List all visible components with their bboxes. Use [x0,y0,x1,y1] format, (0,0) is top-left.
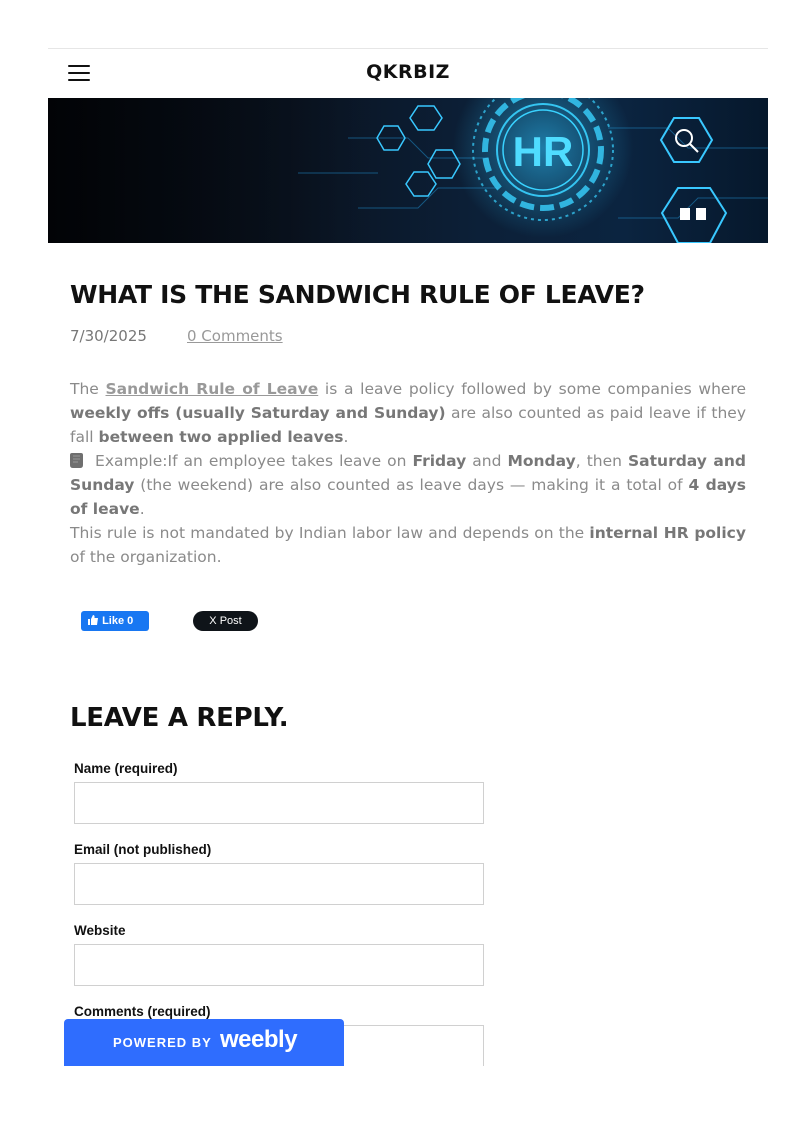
bold-text: Monday [507,452,576,470]
text: . [139,500,145,518]
bold-text: 4 days of leave [70,476,747,518]
text: This rule is not mandated by Indian labor law and depends on the [70,524,590,542]
bold-text: weekly offs (usually Saturday and Sunday) [70,404,446,422]
facebook-like-button[interactable] [81,611,149,631]
powered-by-label: POWERED BY [113,1035,212,1050]
thumbs-up-icon [87,614,99,626]
post-paragraph [70,449,746,521]
sandwich-rule-link[interactable]: Sandwich Rule of Leave [105,380,319,398]
site-header [48,49,768,98]
text: Example:If an employee takes leave on [89,452,413,470]
header-banner-image [48,98,768,243]
email-field[interactable] [74,863,484,905]
post-date: 7/30/2025 [70,327,147,345]
bold-text: between two applied leaves [98,428,344,446]
name-field[interactable] [74,782,484,824]
name-label: Name (required) [74,761,178,776]
facebook-like-label: Like 0 [102,615,134,627]
weebly-logo: weebly [220,1026,298,1053]
text: The [70,380,106,398]
post-paragraph [70,377,746,449]
text: are also counted as paid leave if they fall [70,404,746,446]
comments-link[interactable]: 0 Comments [187,327,283,345]
text: . [343,428,349,446]
text: of the organization. [70,548,222,566]
site-title[interactable]: QKRBIZ [366,61,450,83]
email-label: Email (not published) [74,842,212,857]
website-field[interactable] [74,944,484,986]
hr-text: HR [512,128,574,175]
blog-post [70,280,746,569]
powered-by-weebly-banner[interactable] [64,1019,344,1066]
website-label: Website [74,923,126,938]
page [48,48,768,1066]
post-body [70,377,746,569]
post-paragraph [70,521,746,569]
reply-section-title: LEAVE A REPLY. [70,703,289,733]
post-title[interactable]: WHAT IS THE SANDWICH RULE OF LEAVE? [70,280,645,309]
x-post-button[interactable]: X Post [193,611,258,631]
bold-text: Saturday and Sunday [70,452,746,494]
bold-text: internal HR policy [589,524,746,542]
text: is a leave policy followed by some companies where [318,380,747,398]
text: (the weekend) are also counted as leave days — making it a total of [134,476,689,494]
comments-label: Comments (required) [74,1004,211,1019]
bold-text: Friday [412,452,467,470]
scroll-icon [70,452,83,469]
text: and [466,452,508,470]
post-meta [70,327,746,349]
text: , then [575,452,628,470]
